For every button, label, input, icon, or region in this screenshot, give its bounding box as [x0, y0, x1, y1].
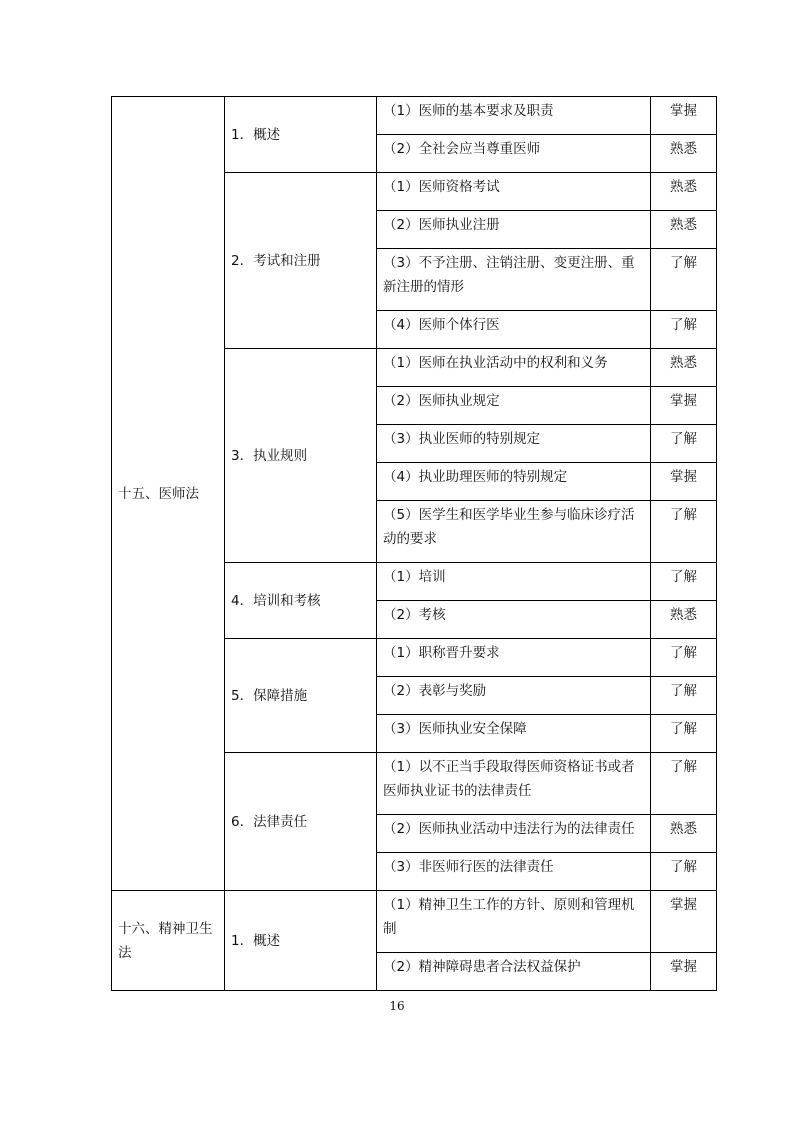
item-text: （2）表彰与奖励	[377, 677, 651, 715]
topic-title: 4．培训和考核	[225, 563, 377, 639]
topic-title: 5．保障措施	[225, 639, 377, 753]
requirement-level: 了解	[651, 501, 717, 563]
syllabus-table	[111, 96, 717, 991]
item-text: （1）医师资格考试	[377, 173, 651, 211]
requirement-level: 了解	[651, 425, 717, 463]
requirement-level: 熟悉	[651, 349, 717, 387]
item-text: （4）医师个体行医	[377, 311, 651, 349]
requirement-level: 熟悉	[651, 211, 717, 249]
requirement-level: 了解	[651, 639, 717, 677]
item-text: （3）非医师行医的法律责任	[377, 853, 651, 891]
item-text: （3）不予注册、注销注册、变更注册、重新注册的情形	[377, 249, 651, 311]
requirement-level: 熟悉	[651, 135, 717, 173]
requirement-level: 熟悉	[651, 601, 717, 639]
requirement-level: 了解	[651, 753, 717, 815]
syllabus-body	[112, 97, 717, 991]
item-text: （1）培训	[377, 563, 651, 601]
requirement-level: 掌握	[651, 387, 717, 425]
requirement-level: 了解	[651, 311, 717, 349]
requirement-level: 掌握	[651, 953, 717, 991]
requirement-level: 熟悉	[651, 815, 717, 853]
item-text: （1）精神卫生工作的方针、原则和管理机制	[377, 891, 651, 953]
item-text: （3）医师执业安全保障	[377, 715, 651, 753]
topic-title: 3．执业规则	[225, 349, 377, 563]
item-text: （1）医师在执业活动中的权利和义务	[377, 349, 651, 387]
topic-title: 1．概述	[225, 891, 377, 991]
item-text: （1）以不正当手段取得医师资格证书或者医师执业证书的法律责任	[377, 753, 651, 815]
item-text: （5）医学生和医学毕业生参与临床诊疗活动的要求	[377, 501, 651, 563]
item-text: （1）医师的基本要求及职责	[377, 97, 651, 135]
requirement-level: 了解	[651, 853, 717, 891]
page-number: 16	[389, 999, 405, 1013]
topic-title: 1．概述	[225, 97, 377, 173]
item-text: （2）考核	[377, 601, 651, 639]
requirement-level: 掌握	[651, 97, 717, 135]
requirement-level: 了解	[651, 677, 717, 715]
item-text: （2）医师执业规定	[377, 387, 651, 425]
table-row	[112, 97, 717, 135]
requirement-level: 了解	[651, 715, 717, 753]
topic-title: 2．考试和注册	[225, 173, 377, 349]
requirement-level: 掌握	[651, 891, 717, 953]
item-text: （2）医师执业注册	[377, 211, 651, 249]
item-text: （3）执业医师的特别规定	[377, 425, 651, 463]
requirement-level: 了解	[651, 249, 717, 311]
section-title: 十六、精神卫生法	[112, 891, 225, 991]
table-row	[112, 891, 717, 953]
item-text: （4）执业助理医师的特别规定	[377, 463, 651, 501]
item-text: （2）精神障碍患者合法权益保护	[377, 953, 651, 991]
item-text: （1）职称晋升要求	[377, 639, 651, 677]
requirement-level: 熟悉	[651, 173, 717, 211]
section-title: 十五、医师法	[112, 97, 225, 891]
item-text: （2）全社会应当尊重医师	[377, 135, 651, 173]
requirement-level: 掌握	[651, 463, 717, 501]
item-text: （2）医师执业活动中违法行为的法律责任	[377, 815, 651, 853]
requirement-level: 了解	[651, 563, 717, 601]
topic-title: 6．法律责任	[225, 753, 377, 891]
